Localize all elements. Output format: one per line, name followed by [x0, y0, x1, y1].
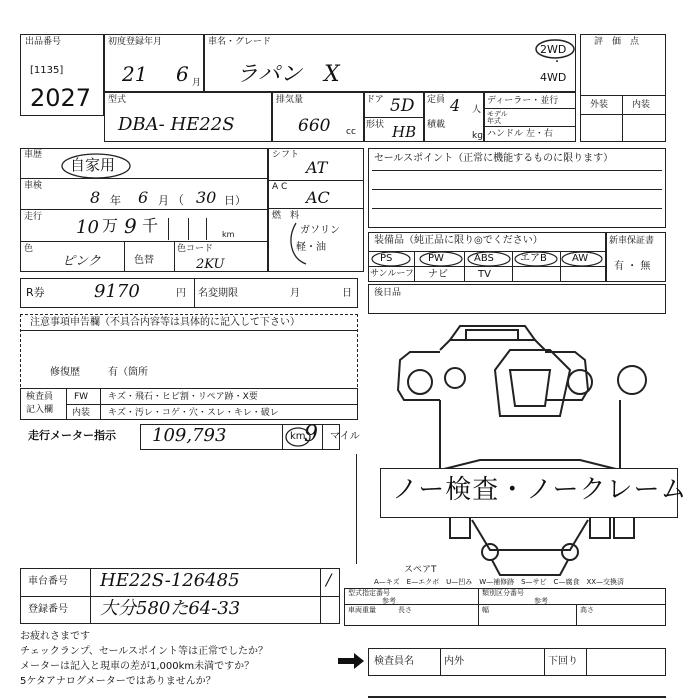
inspector-name-label: 検査員名 [374, 656, 414, 667]
shape-label: 形状 [366, 120, 385, 130]
first-reg-month-unit: 月 [192, 78, 202, 88]
grade-label: 評 価 点 [594, 37, 640, 47]
equip-pw: PW [428, 253, 444, 264]
recycle-box [20, 278, 358, 308]
color-label: 色 [24, 244, 34, 254]
drive-4wd: 4WD [540, 71, 567, 84]
grade-exterior: 外装 [590, 100, 609, 110]
equip-aw: AW [572, 253, 589, 264]
lot-bracket: [1135] [30, 65, 64, 76]
door-label: ドア [366, 95, 384, 105]
capacity-value: 4 [450, 96, 461, 115]
equip-navi: ナビ [428, 269, 448, 280]
car-name-label: 車名・グレード [208, 37, 272, 47]
history-value: 自家用 [70, 156, 116, 174]
fuel-label: 燃 料 [272, 211, 300, 221]
name-change-month: 月 [290, 288, 300, 299]
meter-km: km [290, 431, 306, 442]
meter-label: 走行メーター指示 [28, 429, 116, 442]
lot-number: 2027 [30, 84, 92, 112]
equip-abs: ABS [474, 253, 494, 264]
dealer-info-row1a: 型式指定番号 [348, 589, 390, 597]
back-box [368, 284, 666, 314]
equip-sunroof: サンルーフ [370, 269, 414, 279]
capacity-unit: 人 [472, 105, 482, 115]
drive-2wd: 2WD [540, 43, 567, 56]
model-year-label2: 年式 [487, 117, 501, 125]
inspection-m: 月 [158, 194, 169, 207]
footer-line4: 5ケタアナログメーターではありませんか？ [20, 676, 216, 687]
warranty-label: 新車保証書 [609, 236, 655, 246]
warranty-value: 有 ・ 無 [614, 261, 651, 272]
arrow-icon [336, 652, 366, 670]
inspection-label: 車検 [24, 181, 43, 191]
inspection-month: 6 [138, 188, 149, 207]
shift-value: AT [306, 158, 328, 177]
inspector-notes-row1: キズ・飛石・ヒビ割・リペア跡・X要 [108, 392, 258, 402]
fuel-circle [282, 218, 362, 268]
recycle-label: R券 [26, 286, 45, 299]
inspector-notes-fw: FW [74, 392, 89, 402]
color-code-label: 色コード [177, 244, 214, 254]
capacity-label: 定員 [427, 95, 446, 105]
plate-value: 大分580た64-33 [100, 598, 241, 619]
name-change-label: 名変期限 [198, 288, 238, 299]
dealer-info-ref2: 参考 [534, 597, 548, 605]
chassis-value: HE22S-126485 [100, 570, 240, 591]
inspection-year: 8 [90, 188, 101, 207]
grade-interior: 内装 [632, 100, 651, 110]
drive-circle [534, 38, 576, 60]
back-label: 後日品 [374, 288, 402, 298]
load-unit: kg [472, 131, 483, 141]
drive-dot: ・ [552, 57, 562, 68]
inspector-notes-row2: キズ・汚レ・コゲ・穴・スレ・キレ・破レ [108, 408, 279, 418]
equipment-label: 装備品（純正品に限り◎でください） [374, 235, 543, 246]
door-value: 5D [390, 96, 415, 116]
spare-label: スペアT [404, 565, 437, 575]
car-name-value: ラパン X [236, 62, 340, 87]
stamp-text: ノー検査・ノークレーム [392, 475, 688, 505]
color-value: ピンク [62, 254, 101, 269]
equipment-circles [368, 250, 606, 268]
history-label: 車歴 [24, 150, 43, 160]
footer-line2: チェックランプ、セールスポイント等は正常でしたか？ [20, 646, 268, 657]
mileage-man: 万 [102, 216, 119, 235]
equip-tv: TV [478, 269, 491, 280]
repair-value: 有（箇所 [108, 367, 148, 378]
plate-label: 登録番号 [28, 604, 68, 615]
model-label: 型式 [108, 95, 127, 105]
lot-label: 出品番号 [25, 37, 62, 47]
history-box [20, 148, 268, 272]
mileage-sen: 千 [142, 216, 159, 235]
repair-label: 修復歴 [50, 367, 80, 378]
model-year-label1: モデル [487, 110, 508, 118]
dealer-info-ref: 参考 [382, 597, 396, 605]
mileage-man-value: 10 [76, 217, 99, 238]
first-reg-year: 21 [122, 62, 148, 86]
model-value: DBA- HE22S [118, 114, 235, 135]
ac-value: AC [306, 188, 330, 207]
inspector-lower-label: 下回り [548, 656, 578, 667]
chassis-label: 車台番号 [28, 576, 68, 587]
equip-airbag: エアB [520, 253, 547, 264]
meter-km-circle [284, 426, 312, 448]
dealer-label: ディーラー・並行 [487, 96, 559, 106]
dealer-info-row2c: 幅 [482, 606, 489, 614]
shift-label: シフト [272, 150, 300, 160]
chassis-check: / [326, 570, 332, 589]
recycle-value: 9170 [94, 281, 140, 302]
footer-line1: お疲れさまです [20, 631, 90, 642]
meter-value: 109,793 [152, 425, 227, 446]
dealer-info-row2a: 車両重量 [348, 606, 376, 614]
mileage-sen-value: 9 [124, 214, 137, 238]
inspection-paren-close: 日） [224, 194, 246, 207]
fuel-gasoline: ガソリン [300, 225, 340, 236]
inspector-inner-label: 内外 [444, 656, 464, 667]
dealer-info-row2b: 長さ [398, 606, 412, 614]
notes-label: 注意事項申告欄（不具合内容等は具体的に記入して下さい） [30, 317, 300, 328]
meter-mile: マイル [330, 431, 360, 442]
inspector-notes-inner: 内装 [72, 408, 91, 418]
sales-point-label: セールスポイント（正常に機能するものに限ります） [374, 153, 614, 164]
legend-text: A—キズ E—エクボ U—凹み W—補修跡 S—サビ C—腐食 XX—交換済 [374, 578, 625, 586]
first-reg-label: 初度登録年月 [108, 37, 163, 47]
inspector-notes-label1: 検査員 [26, 392, 54, 402]
load-label: 積載 [427, 120, 446, 130]
color-change-label: 色替 [134, 255, 154, 266]
mileage-unit: km [222, 230, 235, 239]
displacement-unit: cc [346, 127, 356, 137]
ac-label: A C [272, 182, 288, 192]
handle-label: ハンドル 左・右 [487, 129, 553, 139]
color-code-value: 2KU [196, 257, 225, 272]
equip-ps: PS [380, 253, 393, 264]
grade-box [580, 34, 666, 142]
inspection-paren-open: （ [172, 193, 185, 207]
history-circle [60, 152, 132, 180]
inspection-y: 年 [110, 194, 121, 207]
mileage-label: 走行 [24, 212, 43, 222]
dealer-info-row2d: 高さ [580, 606, 594, 614]
first-reg-month: 6 [176, 62, 189, 86]
dealer-info-row1b: 類別区分番号 [482, 589, 524, 597]
recycle-unit: 円 [176, 288, 186, 299]
meter-check: 9 [304, 422, 318, 447]
fuel-diesel: 軽・油 [296, 242, 326, 253]
name-change-day: 日 [342, 288, 352, 299]
displacement-value: 660 [298, 116, 331, 136]
footer-line3: メーターは記入と現車の差が1,000km未満ですか？ [20, 661, 255, 672]
inspection-day: 30 [196, 188, 217, 207]
inspector-notes-label2: 記入欄 [26, 405, 54, 415]
car-diagram [380, 320, 670, 590]
shape-value: HB [392, 123, 417, 141]
displacement-label: 排気量 [276, 95, 304, 105]
